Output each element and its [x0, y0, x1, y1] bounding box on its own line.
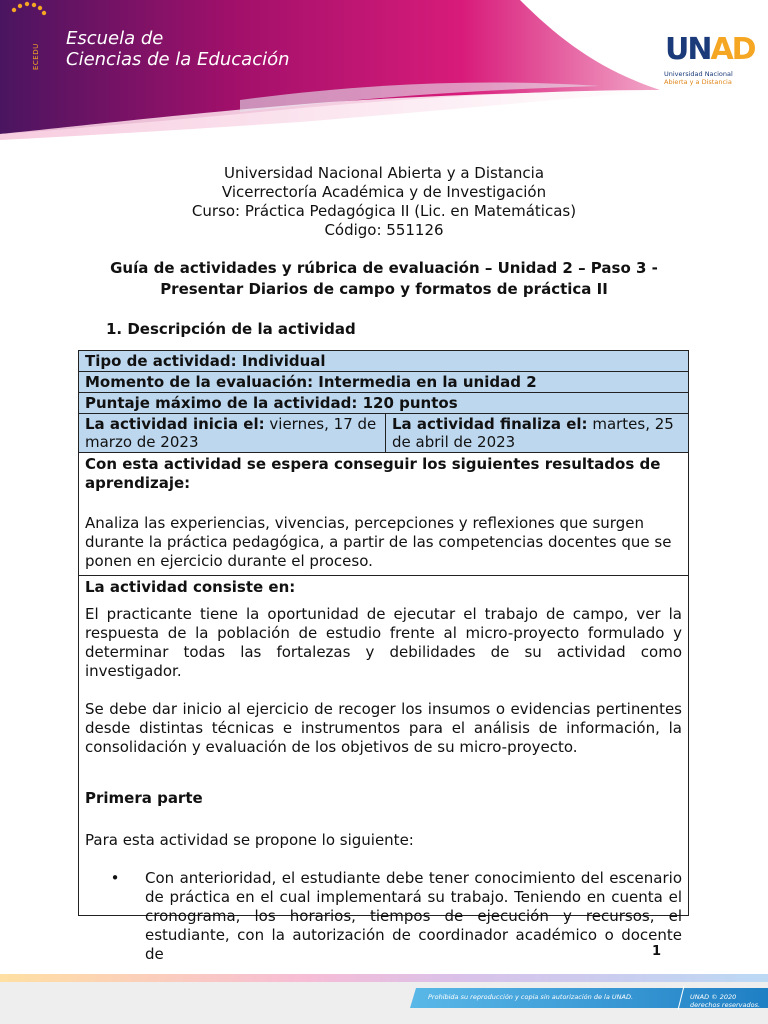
school-line2: Ciencias de la Educación [66, 49, 290, 70]
guide-line2: Presentar Diarios de campo y formatos de práctica II [160, 280, 608, 298]
learning-outcomes-heading: Con esta actividad se espera conseguir los siguientes resultados de aprendizaje: [85, 455, 661, 492]
unad-wordmark-un: UN [665, 32, 711, 67]
start-date-value: viernes, 17 de marzo de 2023 [85, 415, 377, 451]
row-momento: Momento de la evaluación: Intermedia en la unidad 2 [79, 372, 688, 393]
unad-sub-line2: Abierta y a Distancia [664, 78, 732, 86]
ecedu-tag: ECEDU [32, 43, 40, 70]
banner-graphic [0, 0, 768, 140]
row-dates [79, 414, 688, 453]
guide-line1: Guía de actividades y rúbrica de evaluación – Unidad 2 – Paso 3 - [110, 259, 658, 277]
activity-description [79, 576, 688, 968]
guide-title [0, 258, 768, 300]
footer-graphic [0, 968, 768, 1024]
title-vicerrectoria: Vicerrectoría Académica y de Investigación [221, 183, 547, 201]
footer-band [0, 968, 768, 1024]
header-banner [0, 0, 768, 140]
document-titles [0, 164, 768, 240]
end-date-value: martes, 25 de abril de 2023 [392, 415, 674, 451]
first-part-heading: Primera parte [85, 789, 203, 807]
activity-description-heading: La actividad consiste en: [85, 578, 296, 596]
title-course: Curso: Práctica Pedagógica II (Lic. en Matemáticas) [191, 202, 577, 220]
learning-outcomes-text: Analiza las experiencias, vivencias, percepciones y reflexiones que surgen durante la práctica pedagógica, a partir de las competencias docentes que se ponen en ejercicio durante el proceso. [85, 514, 672, 570]
row-puntaje: Puntaje máximo de la actividad: 120 puntos [79, 393, 688, 414]
learning-outcomes [79, 453, 688, 576]
title-university: Universidad Nacional Abierta y a Distancia [223, 164, 545, 182]
unad-subtitle [664, 70, 764, 86]
unad-sub-line1: Universidad Nacional [664, 70, 733, 78]
unad-wordmark-ad: AD [710, 32, 755, 67]
unad-wordmark [665, 32, 755, 67]
bullet-text: Con anterioridad, el estudiante debe tener conocimiento del escenario de práctica en el cual implementará su trabajo. Teniendo en cuenta el cronograma, los horarios, tiempos de ejecución y recursos, el estudiante, con la autorización de coordinador académico o docente de [145, 869, 682, 963]
start-date-cell [79, 414, 386, 452]
proposal-intro: Para esta actividad se propone lo siguiente: [85, 831, 414, 849]
footer-rights: UNAD © 2020 derechos reservados. [690, 993, 761, 1009]
end-date-label: La actividad finaliza el: [392, 415, 588, 433]
activity-description-p2: Se debe dar inicio al ejercicio de recoger los insumos o evidencias pertinentes desde distintas técnicas e instrumentos para el análisis de información, la consolidación y evaluación de los objetivos de su micro-proyecto. [85, 700, 682, 756]
footer-notice: Prohibida su reproducción y copia sin autorización de la UNAD. [428, 993, 634, 1001]
list-item [85, 869, 682, 964]
school-line1: Escuela de [66, 28, 164, 49]
start-date-label: La actividad inicia el: [85, 415, 265, 433]
row-tipo: Tipo de actividad: Individual [79, 351, 688, 372]
page-number: 1 [652, 944, 662, 959]
activity-description-p1: El practicante tiene la oportunidad de ejecutar el trabajo de campo, ver la respuesta de la población de estudio frente al micro-proyecto formulado y determinar todas las fortalezas y debilidades de su actividad como investigador. [85, 605, 682, 680]
end-date-cell [386, 414, 688, 452]
title-code: Código: 551126 [324, 221, 444, 239]
activity-table [78, 350, 689, 963]
bullet-icon: • [110, 869, 120, 887]
unad-logo-icon [0, 0, 100, 70]
section-heading: 1. Descripción de la actividad [106, 320, 356, 338]
